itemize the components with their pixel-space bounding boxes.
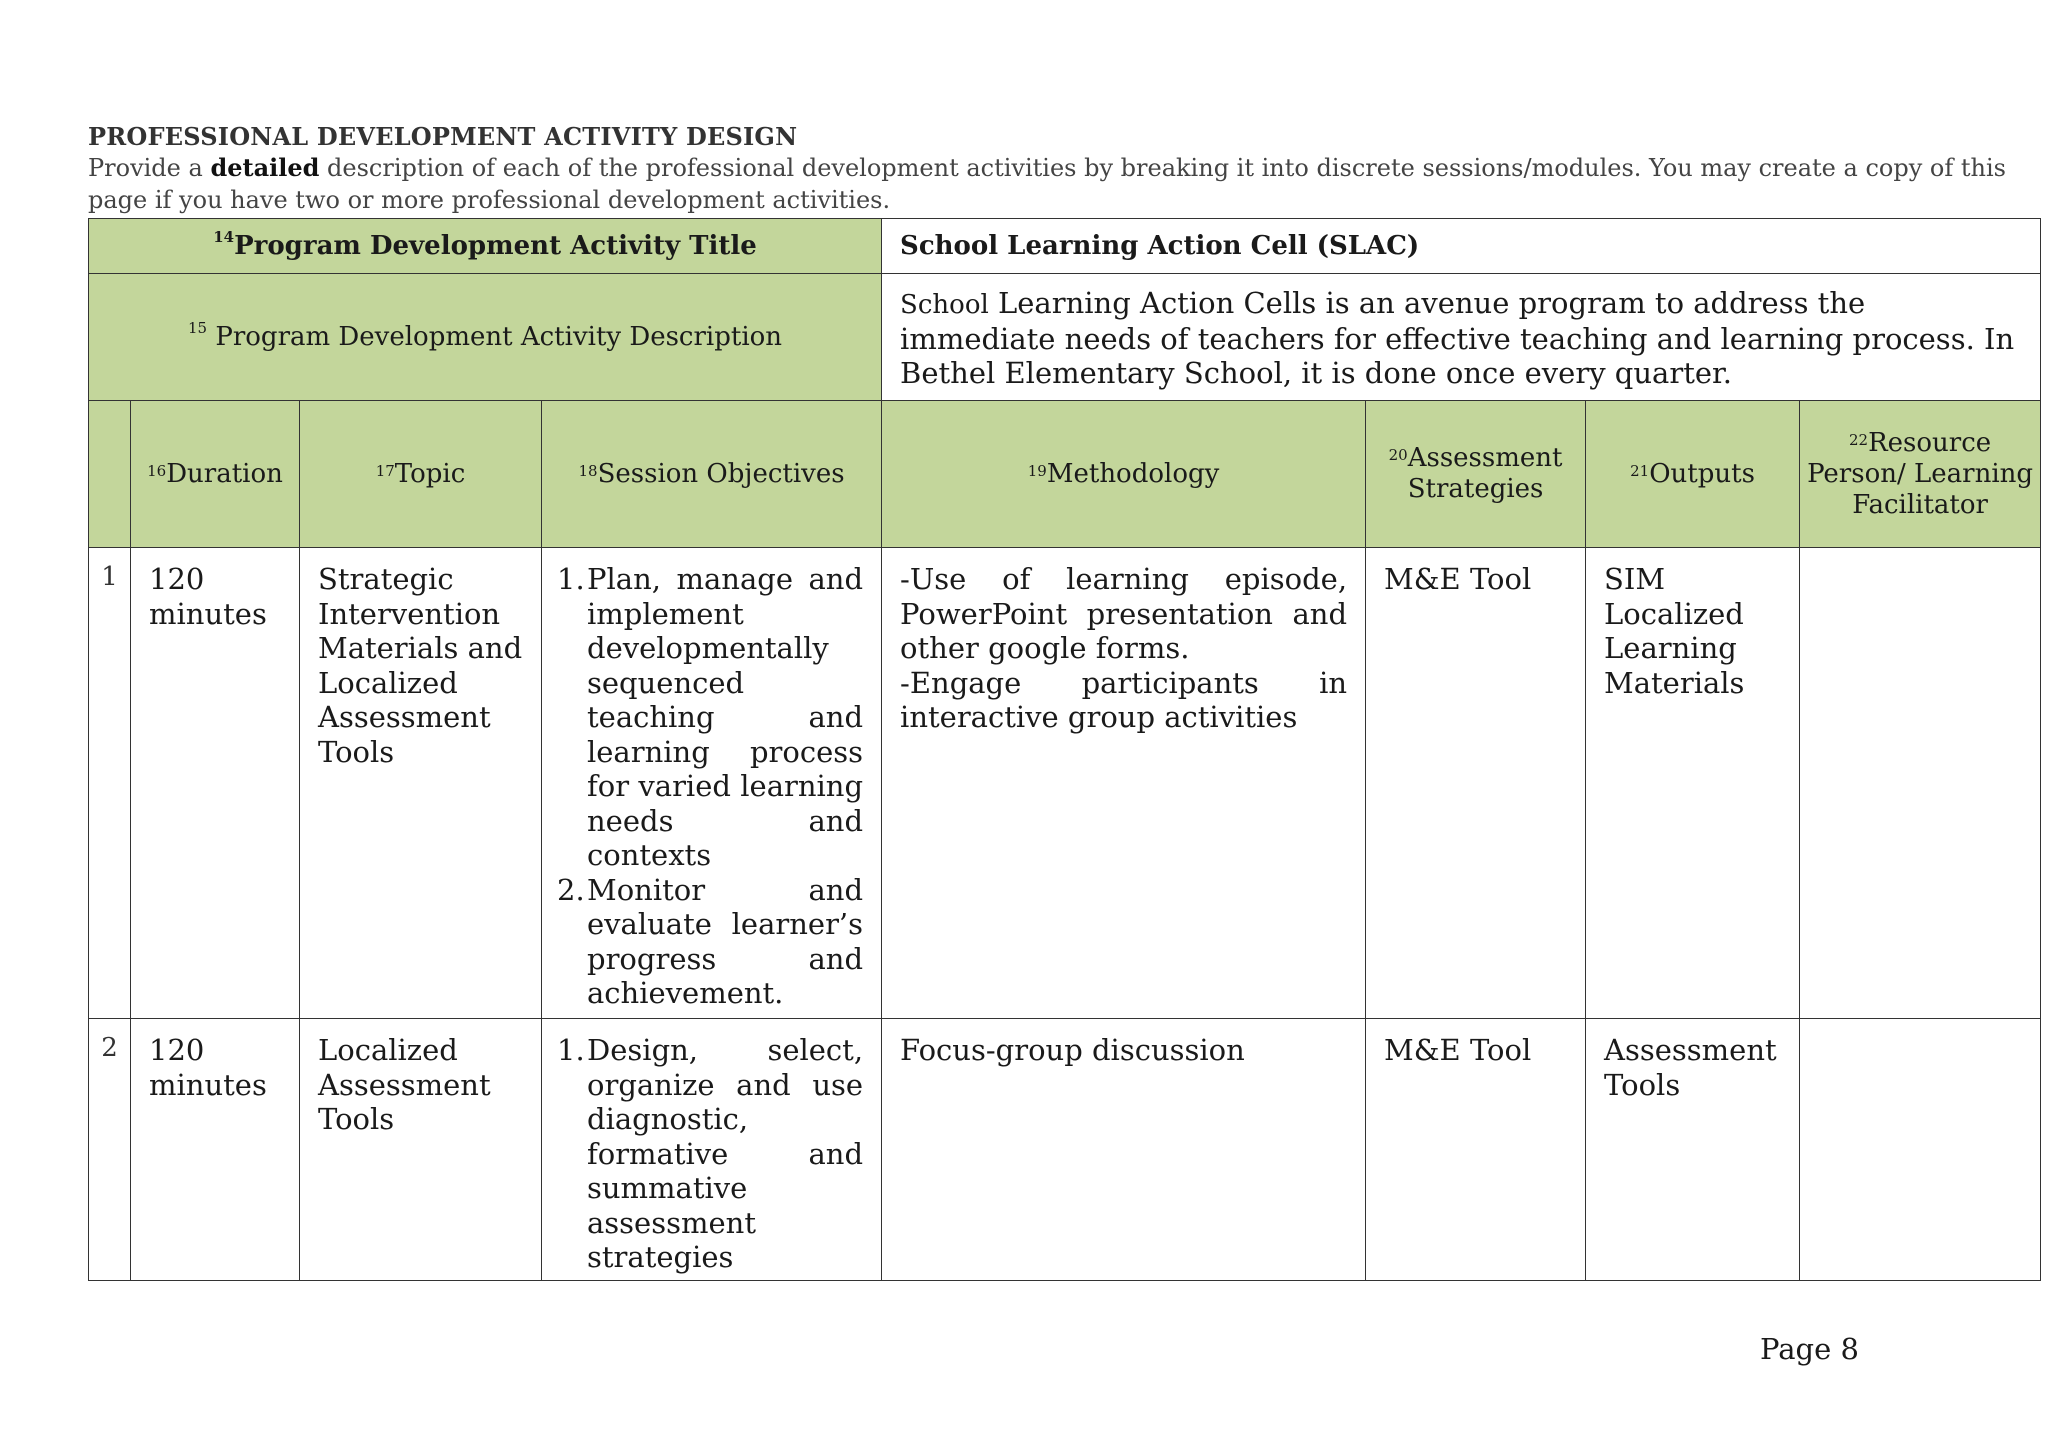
list-item: 1. Plan, manage and implement developmentally sequenced teaching and learning process for varied learning needs and contexts <box>557 562 864 872</box>
col-header-assessment: $^{20}$Assessment Strategies <box>1366 401 1586 548</box>
col-header-resource: $^{22}$Resource Person/ Learning Facilitator <box>1800 401 2041 548</box>
activity-title-label: $^{14}$Program Development Activity Title <box>89 219 882 274</box>
col-header-outputs: $^{21}$Outputs <box>1586 401 1800 548</box>
table-row <box>89 1019 2041 1281</box>
page-number: Page 8 <box>1760 1332 1859 1366</box>
output-item: Assessment Tools <box>1604 1033 1777 1102</box>
session-objectives[interactable] <box>542 1019 882 1281</box>
session-topic[interactable]: Strategic Intervention Materials and Localized Assessment Tools <box>300 548 542 1019</box>
session-outputs[interactable] <box>1586 548 1800 1019</box>
description-row <box>89 274 2041 401</box>
list-item: 1. Design, select, organize and use diagnostic, formative and summative assessment strategies <box>557 1033 864 1274</box>
table-row <box>89 548 2041 1019</box>
methodology-line: -Engage participants in interactive group activities <box>900 665 1348 734</box>
session-number: 2 <box>89 1019 131 1281</box>
methodology-line: -Use of learning episode, PowerPoint presentation and other google forms. <box>900 562 1348 665</box>
title-row <box>89 219 2041 274</box>
page-title: PROFESSIONAL DEVELOPMENT ACTIVITY DESIGN <box>88 122 798 151</box>
session-objectives[interactable] <box>542 548 882 1019</box>
activity-description-value[interactable]: School Learning Action Cells is an avenue program to address the immediate needs of teachers for effective teaching and learning process. In Bethel Elementary School, it is done once every quarter. <box>882 274 2041 401</box>
output-item: Localized Learning Materials <box>1604 596 1745 700</box>
session-methodology[interactable] <box>882 548 1366 1019</box>
page-heading <box>88 122 2028 216</box>
methodology-line: Focus-group discussion <box>900 1033 1245 1067</box>
session-number: 1 <box>89 548 131 1019</box>
col-header-number <box>89 401 131 548</box>
session-resource[interactable] <box>1800 1019 2041 1281</box>
session-methodology[interactable] <box>882 1019 1366 1281</box>
col-header-objectives: $^{18}$Session Objectives <box>542 401 882 548</box>
list-item: 2. Monitor and evaluate learner’s progress and achievement. <box>557 872 864 1010</box>
activity-design-table <box>88 218 2041 1281</box>
activity-title-value[interactable]: School Learning Action Cell (SLAC) <box>882 219 2041 274</box>
session-duration[interactable]: 120 minutes <box>131 548 300 1019</box>
col-header-duration: $^{16}$Duration <box>131 401 300 548</box>
objectives-list <box>557 562 864 1011</box>
output-item: SIM <box>1604 562 1666 596</box>
instructions: Provide a detailed description of each of the professional development activities by breaking it into discrete sessions/modules. You may create a copy of this page if you have two or more professional development activities. <box>88 153 2006 214</box>
session-resource[interactable] <box>1800 548 2041 1019</box>
instructions-emphasis: detailed <box>210 153 320 182</box>
objectives-list <box>557 1033 864 1275</box>
session-duration[interactable]: 120 minutes <box>131 1019 300 1281</box>
col-header-methodology: $^{19}$Methodology <box>882 401 1366 548</box>
activity-description-label: $^{15}$ Program Development Activity Description <box>89 274 882 401</box>
col-header-topic: $^{17}$Topic <box>300 401 542 548</box>
column-header-row <box>89 401 2041 548</box>
session-assessment[interactable]: M&E Tool <box>1366 1019 1586 1281</box>
session-assessment[interactable]: M&E Tool <box>1366 548 1586 1019</box>
session-topic[interactable]: Localized Assessment Tools <box>300 1019 542 1281</box>
session-outputs[interactable] <box>1586 1019 1800 1281</box>
